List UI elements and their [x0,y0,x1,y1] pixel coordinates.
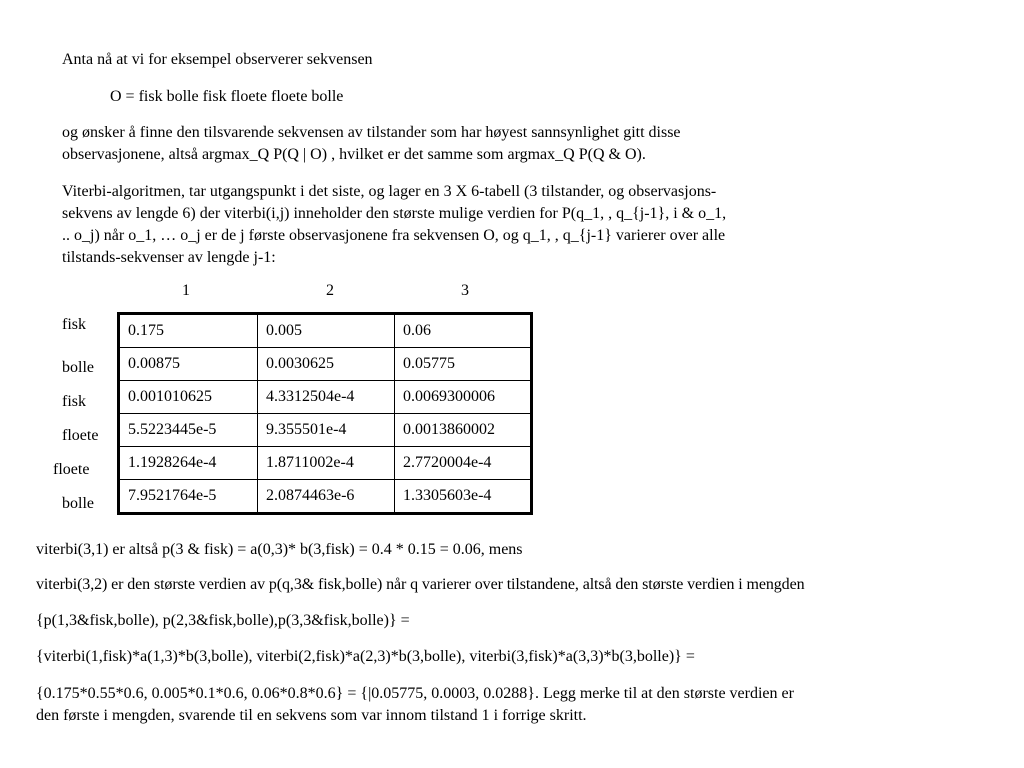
row-label-3: fisk [62,393,86,410]
row-label-2: bolle [62,359,94,376]
explanation-line-1: viterbi(3,1) er altså p(3 & fisk) = a(0,3)* b(3,fisk) = 0.4 * 0.15 = 0.06, mens [36,541,523,558]
table-cell: 1.1928264e-4 [119,447,258,480]
intro-paragraph-goal: og ønsker å finne den tilsvarende sekvensen av tilstander som har høyest sannsynlighet gitt disse observasjonene, altså argmax_Q P(Q | O) , hvilket er det samme som argmax_Q P(Q & O). [62,124,681,163]
table-cell: 0.0013860002 [395,414,532,447]
table-cell: 5.5223445e-5 [119,414,258,447]
table-row [119,381,532,414]
row-label-4: floete [62,427,99,444]
viterbi-table [117,312,533,515]
table-cell: 0.0069300006 [395,381,532,414]
observation-sequence: O = fisk bolle fisk floete floete bolle [110,88,344,105]
table-cell: 1.8711002e-4 [258,447,395,480]
table-row [119,414,532,447]
table-cell: 0.05775 [395,348,532,381]
table-cell: 0.005 [258,314,395,348]
table-row [119,480,532,514]
table-cell: 9.355501e-4 [258,414,395,447]
intro-paragraph-viterbi: Viterbi-algoritmen, tar utgangspunkt i det siste, og lager en 3 X 6-tabell (3 tilstander, og observasjons- sekvens av lengde 6) der viterbi(i,j) inneholder den største mulige verdien for P(q_1, , q_{j-1}, i & o_1, .. o_j) når o_1, … o_j er de j første observasjonene fra sekvensen O, og q_1, , q_{j-1} varierer over alle tilstands-sekvenser av lengde j-1: [62,183,727,266]
column-header-1: 1 [182,282,190,299]
table-cell: 0.001010625 [119,381,258,414]
column-header-2: 2 [326,282,334,299]
explanation-line-2: viterbi(3,2) er den største verdien av p(q,3& fisk,bolle) når q varierer over tilstandene, altså den største verdien i mengden [36,576,805,593]
table-cell: 2.7720004e-4 [395,447,532,480]
table-row [119,314,532,348]
explanation-line-3: {p(1,3&fisk,bolle), p(2,3&fisk,bolle),p(3,3&fisk,bolle)} = [36,612,410,629]
table-row [119,447,532,480]
row-label-1: fisk [62,316,86,333]
explanation-line-4: {viterbi(1,fisk)*a(1,3)*b(3,bolle), viterbi(2,fisk)*a(2,3)*b(3,bolle), viterbi(3,fisk)*a(3,3)*b(3,bolle)} = [36,648,695,665]
row-label-6: bolle [62,495,94,512]
table-row [119,348,532,381]
table-cell: 7.9521764e-5 [119,480,258,514]
column-header-3: 3 [461,282,469,299]
table-cell: 0.00875 [119,348,258,381]
table-cell: 2.0874463e-6 [258,480,395,514]
table-cell: 0.0030625 [258,348,395,381]
table-cell: 1.3305603e-4 [395,480,532,514]
explanation-paragraph-conclusion: {0.175*0.55*0.6, 0.005*0.1*0.6, 0.06*0.8*0.6} = {|0.05775, 0.0003, 0.0288}. Legg merke til at den største verdien er den første i mengden, svarende til en sekvens som var innom tilstand 1 i forrige skritt. [36,685,794,724]
intro-line: Anta nå at vi for eksempel observerer sekvensen [62,51,373,68]
table-cell: 4.3312504e-4 [258,381,395,414]
row-label-5: floete [53,461,90,478]
table-cell: 0.175 [119,314,258,348]
table-cell: 0.06 [395,314,532,348]
